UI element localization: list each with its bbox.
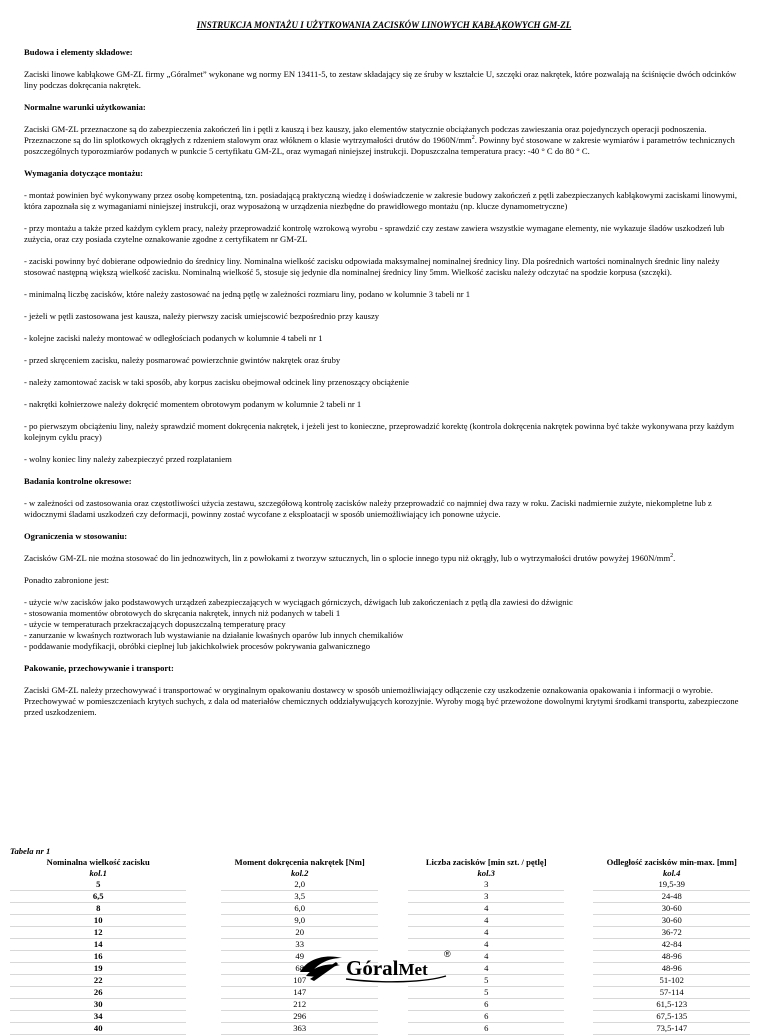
prohibited-list [24, 597, 744, 652]
table-cell: 12 [10, 927, 186, 939]
list-item: - użycie w temperaturach przekraczających dopuszczalną temperaturę pracy [24, 618, 286, 629]
table-cell: 2,0 [221, 879, 378, 891]
table-cell: 4 [408, 963, 565, 975]
table-caption: Tabela nr 1 [10, 846, 51, 856]
section-heading-budowa: Budowa i elementy składowe: [24, 46, 133, 57]
logo-swoosh-icon [300, 957, 342, 981]
section-text-budowa: Zaciski linowe kabłąkowe GM-ZL firmy „Góralmet” wykonane wg normy EN 13411-5, to zestaw składający się ze śruby w kształcie U, szczęki oraz nakrętek, które pozwalają na ściśnięcie dwóch odcinków liny podczas dokręcania nakrętek. [24, 68, 737, 90]
list-item: - należy zamontować zacisk w taki sposób, aby korpus zacisku obejmował odcinek liny przenoszący obciążenie [24, 376, 409, 387]
table-cell: 30 [10, 999, 186, 1011]
table-cell: 20 [221, 927, 378, 939]
table-cell: 4 [408, 939, 565, 951]
registered-mark: ® [444, 949, 451, 959]
list-item: - minimalną liczbę zacisków, które należy zastosować na jedną pętlę w zależności rozmiaru liny, podano w kolumnie 3 tabeli nr 1 [24, 288, 471, 299]
table-cell: 3 [408, 891, 565, 903]
section-text-ograniczenia: Zacisków GM-ZL nie można stosować do lin jednozwitych, lin z powłokami z tworzyw sztucznych, lin o splocie innego typu niż okrągły, lub o wytrzymałości drutów powyżej $1960N/mm^2$. [24, 552, 676, 563]
table-cell: 22 [10, 975, 186, 987]
table-cell: 36-72 [593, 927, 750, 939]
section-heading-wymagania: Wymagania dotyczące montażu: [24, 167, 144, 178]
section-text-pakowanie: Zaciski GM-ZL należy przechowywać i transportować w oryginalnym opakowaniu dostawcy w sposób uniemożliwiający odłączenie czy uszkodzenie oznakowania opakowania i informacji o wyrobie. Przechowywać w pomieszczeniach krytych suchych, z dala od materiałów chemicznych oddziaływujących korozyjnie. Wyroby mogą być przewożone dowolnymi krytymi środkami transportu, zabezpieczone przed uszkodzeniem. [24, 684, 739, 717]
table-cell: 26 [10, 987, 186, 999]
table-cell: 19,5-39 [593, 879, 750, 891]
section-heading-warunki: Normalne warunki użytkowania: [24, 101, 146, 112]
table-cell: 3,5 [221, 891, 378, 903]
table-cell: 48-96 [593, 951, 750, 963]
table-cell: 61,5-123 [593, 999, 750, 1011]
table-cell: 4 [408, 927, 565, 939]
column-kol: kol.2 [290, 868, 309, 878]
table-cell: 6 [408, 1023, 565, 1035]
table-cell: 6 [408, 1011, 565, 1023]
logo-text: GóralMet [346, 956, 428, 980]
table-cell: 5 [10, 879, 186, 891]
table-column-distance [593, 857, 750, 1035]
table-cell: 6,5 [10, 891, 186, 903]
table-cell: 57-114 [593, 987, 750, 999]
table-cell: 10 [10, 915, 186, 927]
list-item: - nakrętki kołnierzowe należy dokręcić momentem obrotowym podanym w kolumnie 2 tabeli nr 1 [24, 398, 362, 409]
section-text-warunki: Zaciski GM-ZL przeznaczone są do zabezpieczenia zakończeń lin i pętli z kauszą i bez kauszy, jako elementów statycznie obciążanych podczas zawieszania oraz pojedynczych operacji podnoszenia. Przeznaczone są do lin splotkowych okrągłych z rdzeniem stalowym oraz włóknem o klasie wytrzymałości drutów do $1960N/mm^2$. Powinny być stosowane w zakresie wymiarów i parametrów technicznych poszczególnych typorozmiarów podanych w punkcie 5 certyfikatu GM-ZL, oraz wymagań niniejszej instrukcji. Dopuszczalna temperatura pracy: -40 ° C do 80 ° C. [24, 123, 735, 156]
list-item: - przed skręceniem zacisku, należy posmarować powierzchnie gwintów nakrętek oraz śruby [24, 354, 341, 365]
table-cell: 73,5-147 [593, 1023, 750, 1035]
table-cell: 30-60 [593, 915, 750, 927]
table-cell: 6,0 [221, 903, 378, 915]
column-kol: kol.1 [89, 868, 107, 878]
table-cell: 6 [408, 999, 565, 1011]
section-heading-pakowanie: Pakowanie, przechowywanie i transport: [24, 662, 174, 673]
table-cell: 68 [221, 963, 378, 975]
document-title: INSTRUKCJA MONTAŻU I UŻYTKOWANIA ZACISKÓW LINOWYCH KABŁĄKOWYCH GM-ZL [196, 20, 572, 30]
table-cell: 42-84 [593, 939, 750, 951]
list-item: - jeżeli w pętli zastosowana jest kausza, należy pierwszy zacisk umiejscowić bezpośrednio przy kauszy [24, 310, 380, 321]
section-text-badania: - w zależności od zastosowania oraz częstotliwości użycia zestawu, szczegółową kontrolę zacisków należy przeprowadzić co najmniej dwa razy w roku. Zaciski nadmiernie zużyte, niekompletne lub z widocznymi śladami uszkodzeń czy deformacji, powinny zostać wycofane z eksploatacji w sposób uniemożliwiający ich ponowne użycie. [24, 497, 712, 519]
table-cell: 30-60 [593, 903, 750, 915]
column-header: Nominalna wielkość zacisku [46, 857, 150, 867]
list-item: - zanurzanie w kwaśnych roztworach lub wystawianie na działanie kwaśnych oparów lub innych chemikaliów [24, 629, 404, 640]
document-page [24, 20, 744, 729]
column-header: Moment dokręcenia nakrętek [Nm] [234, 857, 365, 867]
list-item: - użycie w/w zacisków jako podstawowych urządzeń zabezpieczających w wyciągach górniczych, dźwigach lub zakończeniach z pętlą dla zawiesi do dźwignic [24, 596, 573, 607]
table-cell: 107 [221, 975, 378, 987]
table-cell: 9,0 [221, 915, 378, 927]
table-cell: 212 [221, 999, 378, 1011]
section-heading-badania: Badania kontrolne okresowe: [24, 475, 132, 486]
table-column-size [10, 857, 186, 1035]
list-item: - stosowania momentów obrotowych do skręcania nakrętek, innych niż podanych w tabeli 1 [24, 607, 341, 618]
column-kol: kol.4 [663, 868, 681, 878]
table-cell: 8 [10, 903, 186, 915]
column-header: Odległość zacisków min-max. [mm] [606, 857, 737, 867]
goralmet-logo [296, 946, 476, 986]
table-cell: 5 [408, 975, 565, 987]
table-cell: 296 [221, 1011, 378, 1023]
specification-table [10, 846, 750, 1035]
table-cell: 48-96 [593, 963, 750, 975]
table-cell: 4 [408, 903, 565, 915]
section-heading-ograniczenia: Ograniczenia w stosowaniu: [24, 530, 128, 541]
list-item: - montaż powinien być wykonywany przez osobę kompetentną, tzn. posiadającą praktyczną wiedzę i doświadczenie w zakresie budowy zakończeń z pętli zabezpieczanych kabłąkowymi zaciskami linowymi, która zapoznała się z wymaganiami niniejszej instrukcji, oraz wyposażoną w urządzenia niezbędne do prawidłowego montażu (np. klucze dynamometryczne) [24, 189, 738, 211]
list-item: - poddawanie modyfikacji, obróbki cieplnej lub jakichkolwiek procesów pokrywania galwanicznego [24, 640, 371, 651]
list-item: - przy montażu a także przed każdym cyklem pracy, należy przeprowadzić kontrolę wzrokową wyrobu - sprawdzić czy zestaw zawiera wszystkie wymagane elementy, nie wykazuje śladów uszkodzeń lub zużycia, oraz czy posiada czytelne oznakowanie zgodne z certyfikatem nr GM-ZL [24, 222, 725, 244]
table-cell: 4 [408, 951, 565, 963]
list-item: - po pierwszym obciążeniu liny, należy sprawdzić moment dokręcenia nakrętek, i jeżeli jest to konieczne, przeprowadzić korektę (kontrola dokręcenia nakrętek powinna być także wykonywana przy każdym kolejnym cyklu pracy) [24, 420, 735, 442]
list-item: - kolejne zaciski należy montować w odległościach podanych w kolumnie 4 tabeli nr 1 [24, 332, 323, 343]
table-cell: 34 [10, 1011, 186, 1023]
table-cell: 4 [408, 915, 565, 927]
table-cell: 14 [10, 939, 186, 951]
list-item: - zaciski powinny być dobierane odpowiednio do średnicy liny. Nominalna wielkość zacisku odpowiada maksymalnej nominalnej średnicy liny. Dla pośrednich wartości nominalnych średnic liny należy stosować następną większą wielkość zacisku. Nominalną wielkość 5, stosuje się jedynie dla nominalnej średnicy liny 5mm. Wielkość zacisku należy odczytać na spodzie korpusa (szczęki). [24, 255, 720, 277]
table-cell: 33 [221, 939, 378, 951]
table-cell: 51-102 [593, 975, 750, 987]
table-cell: 67,5-135 [593, 1011, 750, 1023]
table-cell: 16 [10, 951, 186, 963]
table-cell: 49 [221, 951, 378, 963]
table-cell: 40 [10, 1023, 186, 1035]
table-cell: 19 [10, 963, 186, 975]
table-cell: 3 [408, 879, 565, 891]
column-header: Liczba zacisków [min szt. / pętlę] [425, 857, 547, 867]
prohibited-intro: Ponadto zabronione jest: [24, 574, 109, 585]
table-cell: 147 [221, 987, 378, 999]
table-cell: 5 [408, 987, 565, 999]
table-cell: 24-48 [593, 891, 750, 903]
column-kol: kol.3 [477, 868, 495, 878]
list-item: - wolny koniec liny należy zabezpieczyć przed rozplataniem [24, 453, 232, 464]
table-cell: 363 [221, 1023, 378, 1035]
